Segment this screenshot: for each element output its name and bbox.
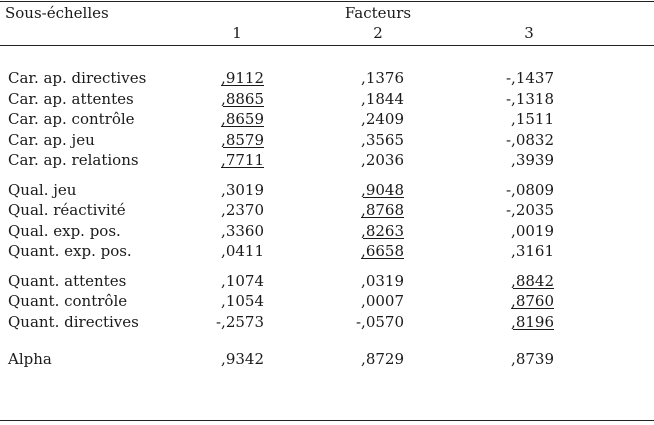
subscale-label: Car. ap. relations <box>8 151 139 169</box>
table-row <box>0 221 654 242</box>
loading-factor-3: ,8760 <box>511 292 554 310</box>
table-row <box>0 312 654 333</box>
factors-header: Facteurs <box>344 4 412 22</box>
subscale-label: Quant. directives <box>8 312 139 331</box>
loading-factor-2: ,3565 <box>361 130 404 149</box>
loading-factor-1: ,3019 <box>221 180 264 199</box>
top-rule <box>0 1 654 2</box>
subscale-label: Quant. contrôle <box>8 292 128 310</box>
subscale-label: Qual. réactivité <box>8 201 126 219</box>
loading-factor-3: -,1437 <box>505 69 554 87</box>
loading-factor-2: ,0007 <box>361 292 404 310</box>
loading-factor-3: -,1318 <box>505 89 554 108</box>
table-row <box>0 130 654 151</box>
loading-factor-1: ,0411 <box>221 242 264 260</box>
subscale-label: Qual. exp. pos. <box>8 221 121 240</box>
table-row <box>0 200 654 221</box>
loading-factor-2: ,2036 <box>361 151 404 169</box>
subscale-label: Quant. exp. pos. <box>8 242 132 260</box>
loading-factor-1: ,1054 <box>221 292 264 310</box>
loading-factor-1: ,8579 <box>221 130 264 149</box>
loading-factor-3: ,3161 <box>511 242 554 260</box>
subscale-label: Car. ap. jeu <box>8 130 95 149</box>
loading-factor-2: ,9048 <box>361 180 404 199</box>
subscale-label: Quant. attentes <box>8 271 127 290</box>
loading-factor-3: -,2035 <box>505 201 554 219</box>
loading-factor-1: ,2370 <box>221 201 264 219</box>
subscale-label: Car. ap. directives <box>8 69 147 87</box>
table-body <box>0 68 654 370</box>
table-row <box>0 271 654 292</box>
loading-factor-2: ,1376 <box>361 69 404 87</box>
table-row <box>0 291 654 312</box>
subscale-label: Qual. jeu <box>8 180 77 199</box>
subscale-label: Car. ap. attentes <box>8 89 134 108</box>
factor-number-1: 1 <box>232 24 242 42</box>
loading-factor-3: ,8842 <box>511 271 554 290</box>
table-row <box>0 89 654 110</box>
loading-factor-1: ,1074 <box>221 271 264 290</box>
table-row <box>0 150 654 171</box>
loading-factor-2: ,2409 <box>361 110 404 128</box>
loading-factor-2: ,0319 <box>361 271 404 290</box>
loading-factor-3: ,8196 <box>511 312 554 331</box>
loading-factor-1: ,8659 <box>221 110 264 128</box>
alpha-row <box>0 349 654 370</box>
factor-number-2: 2 <box>373 24 383 42</box>
loading-factor-2: ,8729 <box>361 350 404 368</box>
subscale-label: Alpha <box>8 350 52 368</box>
subscale-label: Car. ap. contrôle <box>8 110 135 128</box>
loading-factor-3: -,0809 <box>505 180 554 199</box>
subscales-header: Sous-échelles <box>5 4 109 22</box>
loading-factor-3: ,1511 <box>511 110 554 128</box>
loading-factor-3: ,0019 <box>511 221 554 240</box>
loading-factor-3: ,3939 <box>511 151 554 169</box>
loading-factor-3: -,0832 <box>505 130 554 149</box>
loading-factor-1: ,8865 <box>221 89 264 108</box>
loading-factor-2: ,8263 <box>361 221 404 240</box>
factor-number-3: 3 <box>524 24 534 42</box>
table-row <box>0 241 654 262</box>
loading-factor-2: ,6658 <box>361 242 404 260</box>
header-rule <box>0 45 654 46</box>
table-row <box>0 109 654 130</box>
bottom-rule <box>0 420 654 421</box>
loading-factor-1: ,3360 <box>221 221 264 240</box>
loading-factor-1: -,2573 <box>215 312 264 331</box>
loading-factor-1: ,7711 <box>221 151 264 169</box>
loading-factor-1: ,9112 <box>221 69 264 87</box>
table-row <box>0 180 654 201</box>
table-row <box>0 68 654 89</box>
loading-factor-3: ,8739 <box>511 350 554 368</box>
loading-factor-1: ,9342 <box>221 350 264 368</box>
loading-factor-2: -,0570 <box>355 312 404 331</box>
loading-factor-2: ,8768 <box>361 201 404 219</box>
loading-factor-2: ,1844 <box>361 89 404 108</box>
